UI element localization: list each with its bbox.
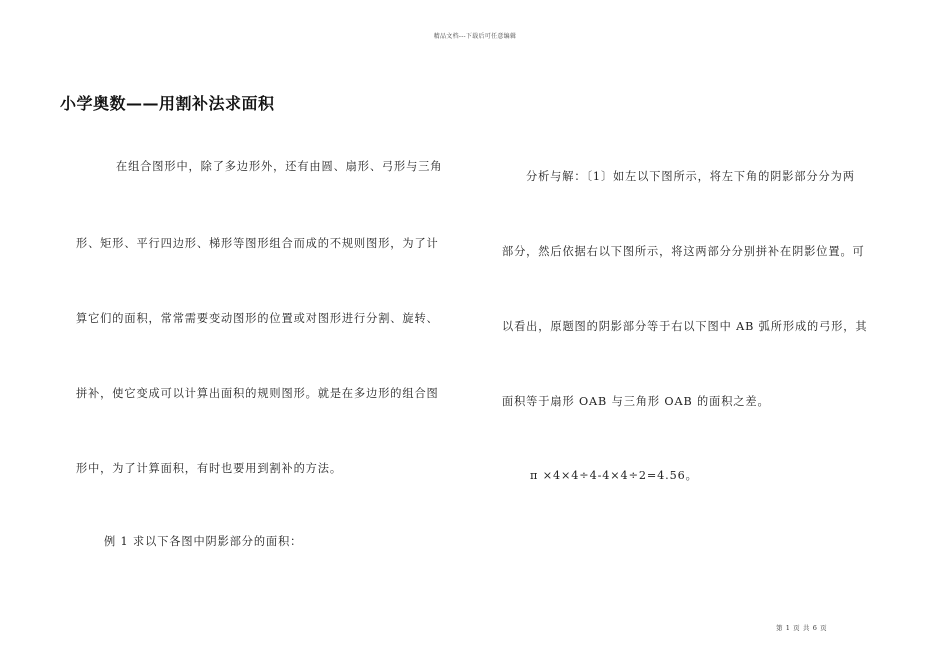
paragraph-line: 以看出，原题图的阴影部分等于右以下图中 AB 弧所形成的弓形，其 [502, 320, 868, 333]
paragraph-line: 拼补，使它变成可以计算出面积的规则图形。就是在多边形的组合图 [76, 387, 439, 400]
page-header: 精品文档---下载后可任意编辑 [433, 33, 517, 40]
example-heading: 例 1 求以下各图中阴影部分的面积： [104, 535, 303, 548]
paragraph-line: 算它们的面积，常常需要变动图形的位置或对图形进行分割、旋转、 [76, 312, 439, 325]
page-number: 第 1 页 共 6 页 [776, 624, 828, 632]
paragraph-line: 形、矩形、平行四边形、梯形等图形组合而成的不规则图形，为了计 [76, 237, 439, 250]
formula-line: π ×4×4÷4-4×4÷2=4.56。 [530, 469, 698, 482]
paragraph-line: 面积等于扇形 OAB 与三角形 OAB 的面积之差。 [502, 395, 770, 408]
paragraph-line: 形中，为了计算面积，有时也要用到割补的方法。 [76, 462, 342, 475]
document-title: 小学奥数——用割补法求面积 [60, 94, 275, 113]
paragraph-line: 在组合图形中，除了多边形外，还有由圆、扇形、弓形与三角 [116, 160, 443, 173]
paragraph-line: 部分，然后依据右以下图所示，将这两部分分别拼补在阴影位置。可 [502, 245, 865, 258]
paragraph-line: 分析与解：〔1〕如左以下图所示，将左下角的阴影部分分为两 [526, 170, 855, 183]
